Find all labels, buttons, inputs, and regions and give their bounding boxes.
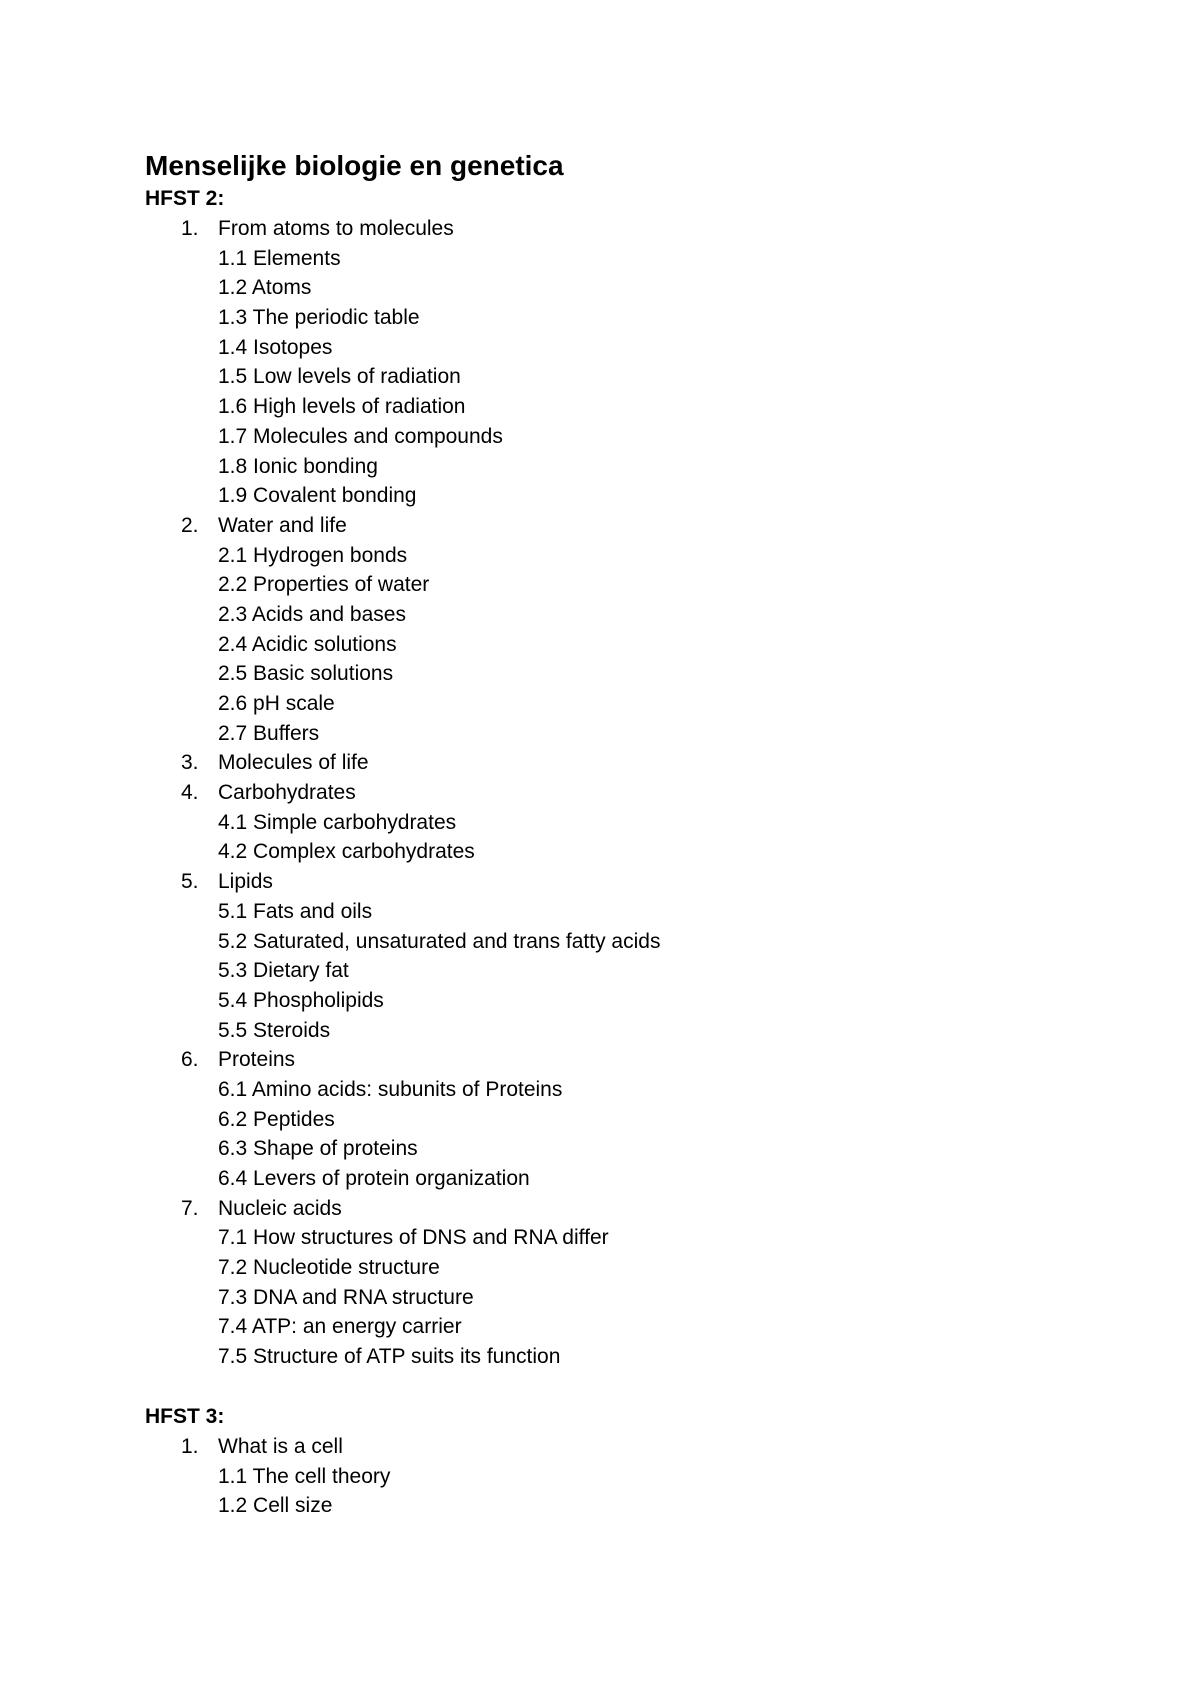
- subsection-item: 7.1 How structures of DNS and RNA differ: [218, 1226, 609, 1250]
- subsection-item: 1.1 Elements: [218, 246, 341, 270]
- chapter-title: Proteins: [218, 1048, 296, 1072]
- sections-container: [145, 184, 1145, 1521]
- chapter-number: 5.: [181, 870, 199, 894]
- subsection-item: 7.2 Nucleotide structure: [218, 1256, 440, 1280]
- subsection-item: 5.4 Phospholipids: [218, 988, 384, 1012]
- chapter-list: [145, 1432, 1145, 1521]
- chapter-row: [145, 214, 1145, 244]
- subsection-list: [145, 541, 1145, 749]
- subsection-item: 2.5 Basic solutions: [218, 662, 394, 686]
- subsection-item: 7.4 ATP: an energy carrier: [218, 1315, 462, 1339]
- subsection-item: 4.1 Simple carbohydrates: [218, 810, 457, 834]
- chapter-number: 1.: [181, 217, 199, 240]
- chapter-number: 1.: [181, 1434, 199, 1458]
- subsection-item: 1.2 Atoms: [218, 276, 312, 300]
- subsection-item: 5.1 Fats and oils: [218, 899, 373, 923]
- subsection-item: 2.7 Buffers: [218, 721, 320, 745]
- subsection-item: 1.7 Molecules and compounds: [218, 424, 503, 448]
- chapter-title: Water and life: [218, 513, 347, 537]
- chapter-title: Lipids: [218, 870, 273, 894]
- chapter-title: Nucleic acids: [218, 1196, 342, 1220]
- chapter-number: 6.: [181, 1048, 199, 1072]
- chapter-item: [145, 778, 1145, 867]
- subsection-item: 5.3 Dietary fat: [218, 959, 349, 983]
- subsection-item: 6.1 Amino acids: subunits of Proteins: [218, 1077, 563, 1101]
- subsection-list: [145, 1075, 1145, 1194]
- subsection-item: 1.3 The periodic table: [218, 306, 420, 330]
- subsection-item: 6.3 Shape of proteins: [218, 1137, 418, 1161]
- chapter-item: [145, 511, 1145, 749]
- chapter-row: [145, 1432, 1145, 1462]
- chapter-title: What is a cell: [218, 1434, 343, 1458]
- chapter-row: [145, 748, 1145, 778]
- chapter-row: [145, 778, 1145, 808]
- chapter-section: [145, 1402, 1145, 1521]
- chapter-title: From atoms to molecules: [218, 217, 454, 240]
- subsection-item: 6.2 Peptides: [218, 1107, 335, 1131]
- subsection-list: [145, 244, 1145, 511]
- subsection-item: 5.2 Saturated, unsaturated and trans fatty acids: [218, 929, 661, 953]
- chapter-number: 2.: [181, 513, 199, 537]
- chapter-list: [145, 214, 1145, 1372]
- subsection-item: 2.1 Hydrogen bonds: [218, 543, 408, 567]
- chapter-title: Molecules of life: [218, 751, 369, 775]
- subsection-item: 1.4 Isotopes: [218, 335, 333, 359]
- subsection-item: 5.5 Steroids: [218, 1018, 331, 1042]
- chapter-row: [145, 511, 1145, 541]
- chapter-item: [145, 748, 1145, 778]
- subsection-list: [145, 1462, 1145, 1521]
- subsection-item: 1.6 High levels of radiation: [218, 395, 466, 419]
- chapter-item: [145, 214, 1145, 511]
- chapter-item: [145, 1045, 1145, 1193]
- subsection-item: 1.1 The cell theory: [218, 1464, 391, 1488]
- section-heading: HFST 3:: [145, 1404, 225, 1428]
- subsection-item: 7.3 DNA and RNA structure: [218, 1285, 474, 1309]
- subsection-item: 2.6 pH scale: [218, 692, 335, 715]
- chapter-item: [145, 1194, 1145, 1372]
- subsection-item: 4.2 Complex carbohydrates: [218, 840, 475, 864]
- subsection-item: 2.4 Acidic solutions: [218, 632, 397, 656]
- subsection-list: [145, 808, 1145, 867]
- section-heading: HFST 2:: [145, 187, 225, 210]
- subsection-item: 1.2 Cell size: [218, 1494, 333, 1518]
- subsection-item: 7.5 Structure of ATP suits its function: [218, 1345, 561, 1369]
- chapter-title: Carbohydrates: [218, 781, 356, 805]
- chapter-number: 3.: [181, 751, 199, 775]
- subsection-list: [145, 1223, 1145, 1371]
- subsection-list: [145, 897, 1145, 1045]
- chapter-item: [145, 867, 1145, 1045]
- chapter-item: [145, 1432, 1145, 1521]
- chapter-row: [145, 867, 1145, 897]
- document-title: Menselijke biologie en genetica: [145, 150, 564, 181]
- subsection-item: 1.8 Ionic bonding: [218, 454, 378, 478]
- subsection-item: 1.9 Covalent bonding: [218, 484, 417, 508]
- chapter-row: [145, 1194, 1145, 1224]
- subsection-item: 2.3 Acids and bases: [218, 602, 406, 626]
- subsection-item: 1.5 Low levels of radiation: [218, 365, 461, 389]
- subsection-item: 2.2 Properties of water: [218, 573, 430, 597]
- document-content: [145, 148, 1145, 1521]
- chapter-number: 4.: [181, 781, 199, 805]
- chapter-number: 7.: [181, 1196, 199, 1220]
- chapter-section: [145, 184, 1145, 1372]
- chapter-row: [145, 1045, 1145, 1075]
- subsection-item: 6.4 Levers of protein organization: [218, 1167, 530, 1190]
